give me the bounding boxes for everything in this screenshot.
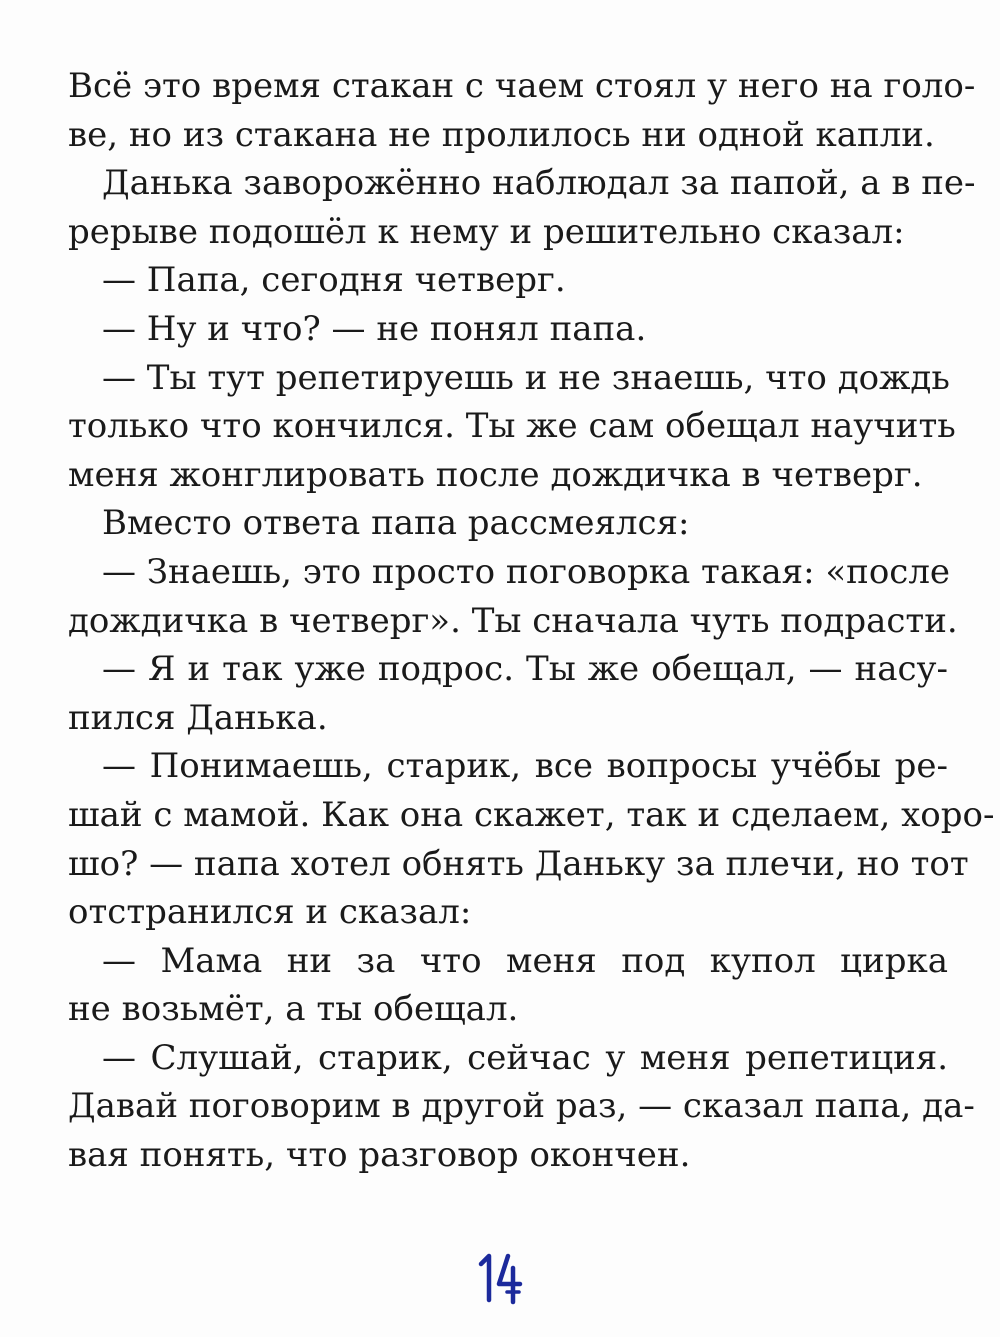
text-line: вая понять, что разговор окончен. (68, 1135, 691, 1176)
text-line: Вместо ответа папа рассмеялся: (102, 503, 690, 544)
text-line: шо? — папа хотел обнять Даньку за плечи, но тот (68, 843, 969, 884)
text-line: не возьмёт, а ты обещал. (68, 989, 519, 1030)
text-line: — Ну и что? — не понял папа. (102, 308, 647, 349)
text-line: — Я и так уже подрос. Ты же обещал, — насу- (102, 649, 948, 690)
text-line: — Понимаешь, старик, все вопросы учёбы ре- (102, 746, 948, 787)
text-line: ве, но из стакана не пролилось ни одной капли. (68, 114, 935, 155)
text-line: Данька заворожённо наблюдал за папой, а в пе- (102, 163, 976, 204)
text-line: — Знаешь, это просто поговорка такая: «после (102, 551, 951, 592)
text-line: Давай поговорим в другой раз, — сказал папа, да- (68, 1086, 975, 1127)
text-line: — Мама ни за что меня под купол цирка (102, 940, 948, 981)
text-line: — Папа, сегодня четверг. (102, 260, 566, 301)
page-number (470, 1248, 530, 1308)
text-line: — Ты тут репетируешь и не знаешь, что дождь (102, 357, 950, 398)
text-line: отстранился и сказал: (68, 892, 472, 933)
text-line: рерыве подошёл к нему и решительно сказал: (68, 211, 905, 252)
text-line: — Слушай, старик, сейчас у меня репетиция. (102, 1037, 948, 1078)
text-line: пился Данька. (68, 697, 328, 738)
handwritten-page-number (475, 1250, 525, 1306)
text-line: меня жонглировать после дождичка в четверг. (68, 454, 923, 495)
body-text (68, 62, 995, 1180)
text-line: Всё это время стакан с чаем стоял у него на голо- (68, 66, 976, 106)
text-line: шай с мамой. Как она скажет, так и сделаем, хоро- (68, 794, 995, 835)
text-line: только что кончился. Ты же сам обещал научить (68, 406, 956, 447)
text-line: дождичка в четверг». Ты сначала чуть подрасти. (68, 600, 958, 641)
